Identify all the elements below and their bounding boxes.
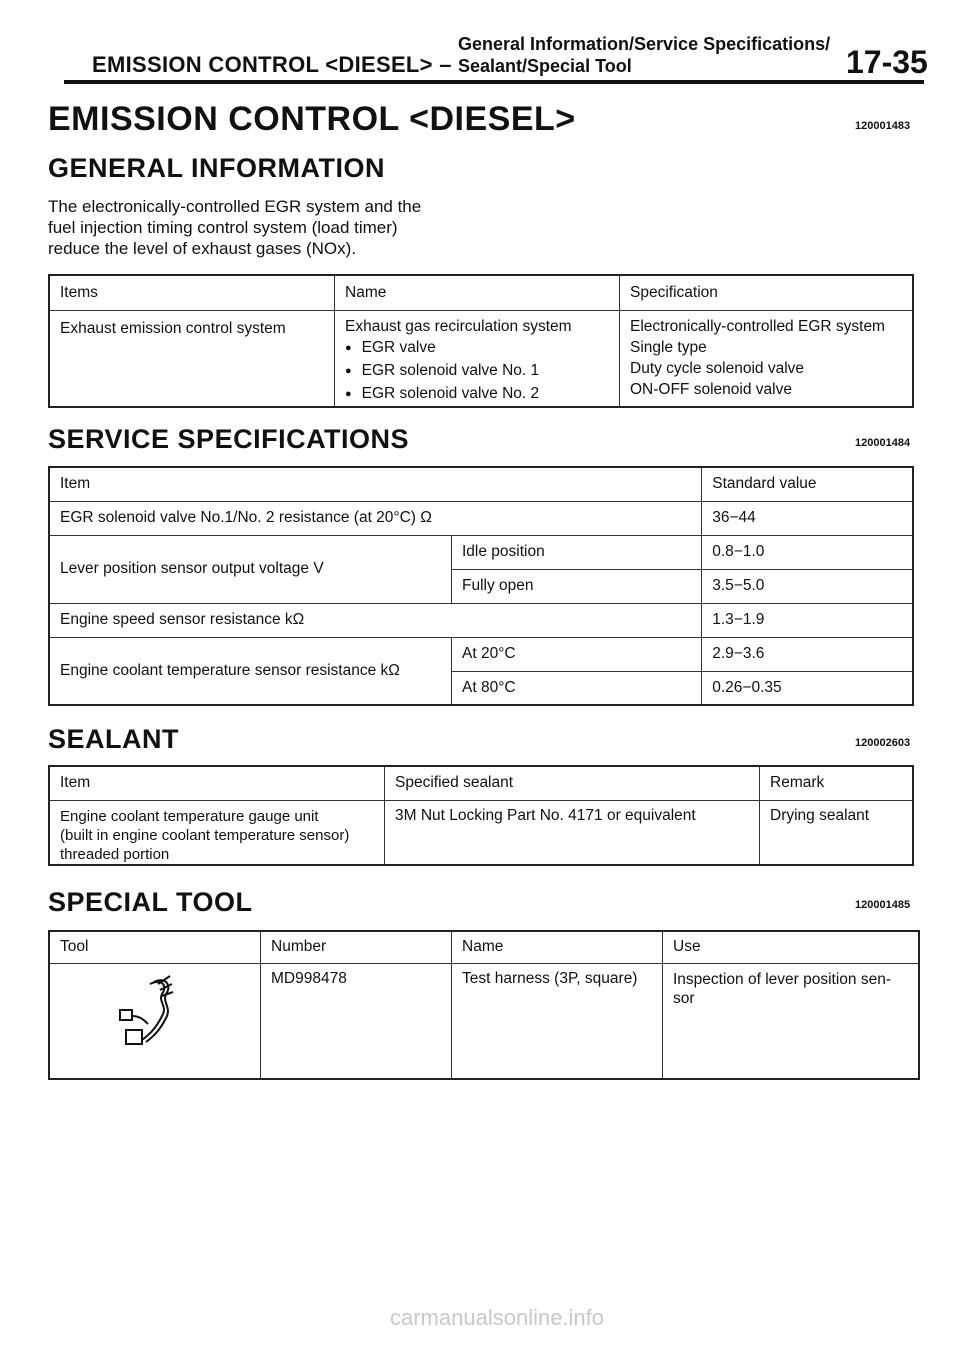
table-header: Specification (620, 275, 914, 310)
table-cell-value: 2.9−3.6 (702, 637, 913, 671)
spec-line: Electronically-controlled EGR system (630, 317, 885, 335)
table-cell-use (663, 963, 920, 1079)
item-line: threaded portion (60, 845, 170, 863)
table-header: Standard value (702, 467, 913, 501)
table-cell-condition: At 80°C (452, 671, 702, 705)
table-cell-condition: Idle position (452, 535, 702, 569)
special-tool-table (48, 930, 920, 1080)
table-header: Number (261, 931, 452, 963)
spec-line: ON-OFF solenoid valve (630, 380, 792, 398)
table-cell-item: Engine coolant temperature sensor resistance kΩ (49, 637, 452, 705)
table-cell-item: EGR solenoid valve No.1/No. 2 resistance (at 20°C) Ω (49, 501, 702, 535)
paragraph-line: The electronically-controlled EGR system and the (48, 197, 422, 216)
table-header: Item (49, 766, 385, 800)
table-cell-sealant: 3M Nut Locking Part No. 4171 or equivalent (385, 800, 760, 865)
table-cell-number: MD998478 (261, 963, 452, 1079)
paragraph-line: reduce the level of exhaust gases (NOx). (48, 239, 357, 258)
bullet-item: ● EGR solenoid valve No. 2 (345, 383, 609, 406)
spec-line: Duty cycle solenoid valve (630, 359, 805, 377)
table-cell-item (49, 800, 385, 865)
paragraph-line: fuel injection timing control system (load timer) (48, 218, 398, 237)
table-header: Items (49, 275, 335, 310)
general-info-paragraph (48, 196, 478, 259)
general-info-heading: GENERAL INFORMATION (48, 153, 385, 183)
table-header: Item (49, 467, 702, 501)
watermark-footer: carmanualsonline.info (390, 1305, 605, 1330)
sealant-table (48, 765, 914, 866)
table-cell-remark: Drying sealant (760, 800, 914, 865)
name-line: Exhaust gas recirculation system (345, 317, 572, 335)
item-line: Engine coolant temperature gauge unit (60, 807, 319, 825)
title-code: 120001483 (855, 120, 911, 132)
table-cell-condition: At 20°C (452, 637, 702, 671)
page-title: EMISSION CONTROL <DIESEL> (48, 100, 576, 138)
special-tool-code: 120001485 (855, 899, 911, 911)
table-cell-item: Exhaust emission control system (49, 310, 335, 407)
table-cell-value: 0.26−0.35 (702, 671, 913, 705)
service-spec-table (48, 466, 914, 706)
header-section-title: EMISSION CONTROL <DIESEL> – (92, 52, 452, 77)
table-cell-value: 3.5−5.0 (702, 569, 913, 603)
bullet-item: ● EGR solenoid valve No. 1 (345, 360, 609, 383)
table-cell-value: 1.3−1.9 (702, 603, 913, 637)
wire-harness-icon (110, 972, 190, 1052)
table-cell-spec (620, 310, 914, 407)
table-header: Tool (49, 931, 261, 963)
table-cell-value: 0.8−1.0 (702, 535, 913, 569)
table-cell-name (335, 310, 620, 407)
bullet-item: ● EGR valve (345, 337, 609, 360)
use-line: sor (673, 989, 695, 1007)
table-cell-name: Test harness (3P, square) (452, 963, 663, 1079)
sealant-heading: SEALANT (48, 724, 179, 754)
table-cell-item: Lever position sensor output voltage V (49, 535, 452, 603)
table-header: Specified sealant (385, 766, 760, 800)
special-tool-heading: SPECIAL TOOL (48, 887, 253, 917)
general-info-table (48, 274, 914, 408)
table-cell-item: Engine speed sensor resistance kΩ (49, 603, 702, 637)
table-cell-condition: Fully open (452, 569, 702, 603)
table-header: Use (663, 931, 920, 963)
table-header: Name (452, 931, 663, 963)
header-divider (64, 80, 924, 84)
table-cell-tool (49, 963, 261, 1079)
service-spec-heading: SERVICE SPECIFICATIONS (48, 424, 410, 454)
header-subtitle-line1: General Information/Service Specifications/ (458, 34, 831, 54)
service-spec-code: 120001484 (855, 437, 911, 449)
table-header: Name (335, 275, 620, 310)
use-line: Inspection of lever position sen- (673, 970, 891, 988)
page-number: 17-35 (846, 44, 928, 80)
table-header: Remark (760, 766, 914, 800)
table-cell-value: 36−44 (702, 501, 913, 535)
sealant-code: 120002603 (855, 737, 911, 749)
spec-line: Single type (630, 338, 707, 356)
header-subtitle-line2: Sealant/Special Tool (458, 56, 632, 76)
item-line: (built in engine coolant temperature sensor) (60, 826, 350, 844)
